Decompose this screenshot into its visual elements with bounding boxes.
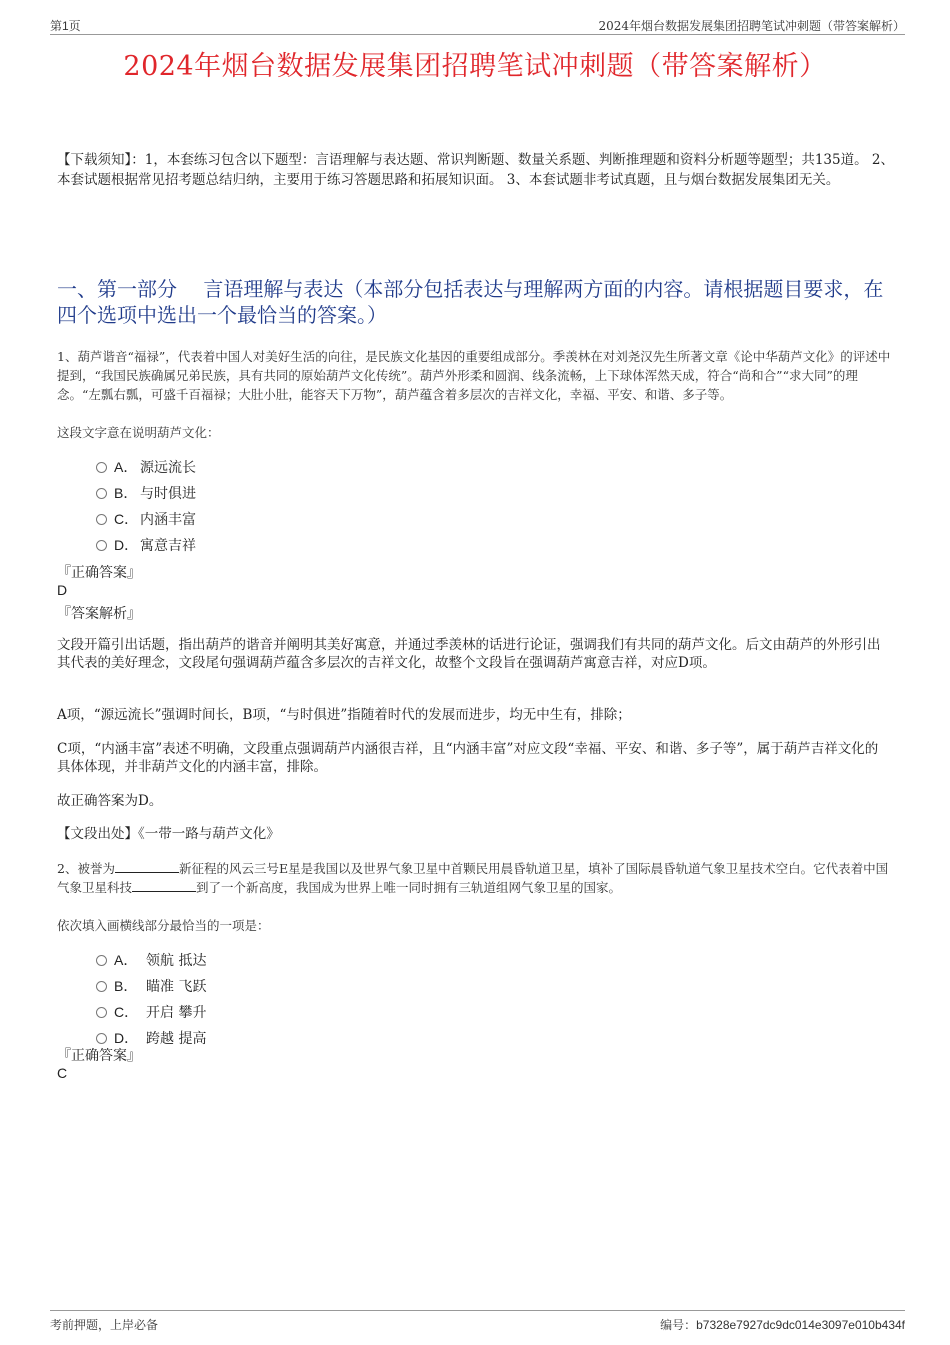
option-text: 跨越 提高 bbox=[146, 1031, 207, 1047]
stem-text: 2、被誉为 bbox=[57, 861, 115, 876]
question-2-answer: C bbox=[57, 1065, 68, 1081]
option-letter: B． bbox=[114, 485, 138, 501]
question-1-option-d[interactable] bbox=[96, 533, 696, 559]
question-1-analysis-label: 『答案解析』 bbox=[57, 606, 141, 622]
question-1-prompt: 这段文字意在说明葫芦文化： bbox=[57, 425, 220, 440]
radio-button[interactable] bbox=[96, 955, 107, 966]
question-2-answer-label: 『正确答案』 bbox=[57, 1048, 141, 1064]
question-2-option-c[interactable] bbox=[96, 1000, 696, 1026]
footer-slogan: 考前押题，上岸必备 bbox=[50, 1318, 159, 1332]
page-footer bbox=[50, 1310, 905, 1333]
option-letter: C． bbox=[114, 1004, 139, 1020]
option-text: 开启 攀升 bbox=[146, 1005, 207, 1021]
option-text: 瞄准 飞跃 bbox=[146, 979, 207, 995]
option-letter: A． bbox=[114, 459, 138, 475]
radio-button[interactable] bbox=[96, 1033, 107, 1044]
question-1-stem: 1、葫芦谐音“福禄”，代表着中国人对美好生活的向往，是民族文化基因的重要组成部分。季羡林在对刘尧汉先生所著文章《论中华葫芦文化》的评述中提到，“我国民族确属兄弟民族，具有共同的原始葫芦文化传统”。葫芦外形柔和圆润、线条流畅，上下球体浑然天成，符合“尚和合”“求大同”的理念。“左瓢右瓢，可盛千百福禄；大肚小肚，能容天下万物”，葫芦蕴含着多层次的吉祥文化，幸福、平安、和谐、多子等。 bbox=[57, 349, 891, 402]
radio-button[interactable] bbox=[96, 981, 107, 992]
radio-button[interactable] bbox=[96, 514, 107, 525]
option-text: 内涵丰富 bbox=[140, 512, 196, 528]
document-title: 2024年烟台数据发展集团招聘笔试冲刺题（带答案解析） bbox=[123, 51, 827, 82]
fill-blank-2 bbox=[132, 879, 196, 892]
section-heading: 一、第一部分 言语理解与表达（本部分包括表达与理解两方面的内容。请根据题目要求，在四个选项中选出一个最恰当的答案。） bbox=[57, 277, 884, 327]
question-2-stem bbox=[57, 859, 897, 897]
question-2-options bbox=[96, 948, 696, 1052]
question-1-analysis-paragraph: C项，“内涵丰富”表述不明确，文段重点强调葫芦内涵很吉祥，且“内涵丰富”对应文段“幸福、平安、和谐、多子等”，属于葫芦吉祥文化的具体体现，并非葫芦文化的内涵丰富，排除。 bbox=[57, 741, 879, 775]
radio-button[interactable] bbox=[96, 1007, 107, 1018]
question-2-option-d[interactable] bbox=[96, 1026, 696, 1052]
download-notice: 【下载须知】：1，本套练习包含以下题型：言语理解与表达题、常识判断题、数量关系题、判断推理题和资料分析题等题型；共135道。 2、本套试题根据常见招考题总结归纳，主要用于练习答题思路和拓展知识面。 3、本套试题非考试真题，且与烟台数据发展集团无关。 bbox=[57, 152, 894, 188]
option-letter: D． bbox=[114, 1030, 139, 1046]
option-letter: D． bbox=[114, 537, 139, 553]
question-1-source: 【文段出处】《一带一路与葫芦文化》 bbox=[57, 826, 280, 842]
question-1-option-c[interactable] bbox=[96, 507, 696, 533]
stem-text: 新征程的风云三号E星是我国以及世界气象卫星中首颗民用晨昏轨道卫星，填补了国际晨昏轨道气象卫星技术空白。它代表着中国气象卫星科技 bbox=[57, 861, 889, 895]
page-header bbox=[50, 14, 905, 35]
question-2-option-b[interactable] bbox=[96, 974, 696, 1000]
fill-blank-1 bbox=[115, 860, 179, 873]
radio-button[interactable] bbox=[96, 540, 107, 551]
header-doc-title: 2024年烟台数据发展集团招聘笔试冲刺题（带答案解析） bbox=[598, 19, 905, 33]
option-text: 源远流长 bbox=[140, 460, 196, 476]
code-label: 编号： bbox=[660, 1318, 697, 1332]
question-1-analysis-conclusion: 故正确答案为D。 bbox=[57, 793, 163, 809]
footer-code bbox=[660, 1316, 905, 1333]
question-1-analysis-paragraph: A项，“源远流长”强调时间长，B项，“与时俱进”指随着时代的发展而进步，均无中生有，排除； bbox=[57, 707, 631, 723]
radio-button[interactable] bbox=[96, 462, 107, 473]
question-1-option-b[interactable] bbox=[96, 481, 696, 507]
option-letter: B． bbox=[114, 978, 138, 994]
option-text: 与时俱进 bbox=[140, 486, 196, 502]
option-text: 寓意吉祥 bbox=[140, 538, 196, 554]
question-1-options bbox=[96, 455, 696, 559]
option-letter: C． bbox=[114, 511, 139, 527]
question-2-option-a[interactable] bbox=[96, 948, 696, 974]
question-2-prompt: 依次填入画横线部分最恰当的一项是： bbox=[57, 918, 270, 933]
radio-button[interactable] bbox=[96, 488, 107, 499]
option-text: 领航 抵达 bbox=[146, 953, 207, 969]
question-1-answer: D bbox=[57, 582, 68, 598]
question-1-analysis-paragraph: 文段开篇引出话题，指出葫芦的谐音并阐明其美好寓意，并通过季羡林的话进行论证，强调我们有共同的葫芦文化。后文由葫芦的外形引出其代表的美好理念，文段尾句强调葫芦蕴含多层次的吉祥文化，故整个文段旨在强调葫芦寓意吉祥，对应D项。 bbox=[57, 637, 881, 671]
option-letter: A． bbox=[114, 952, 138, 968]
page-number: 第1页 bbox=[50, 19, 81, 33]
question-1-answer-label: 『正确答案』 bbox=[57, 565, 141, 581]
stem-text: 到了一个新高度，我国成为世界上唯一同时拥有三轨道组网气象卫星的国家。 bbox=[196, 880, 622, 895]
question-1-option-a[interactable] bbox=[96, 455, 696, 481]
code-value: b7328e7927dc9dc014e3097e010b434f bbox=[696, 1318, 905, 1332]
